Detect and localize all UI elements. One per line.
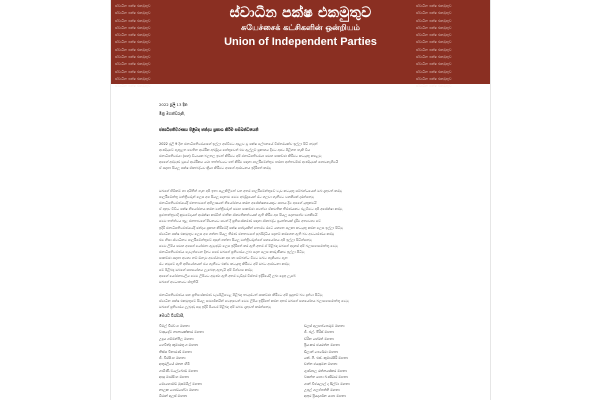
letterhead-title	[222, 4, 379, 54]
paragraph-line: රට හමුවේ ඇති අභියෝගයන් ජය ගැනීමට එක්ව කටයුතු කිරීමට අපි ඔබට ආරාධනා කරමු	[159, 262, 290, 267]
paragraph-line: ප්‍රජාතන්ත්‍රවාදී ක්‍රමවේදයන් ආරක්ෂා කරමින් ජාතික ඒකමතිකත්වයක් ඇති කිරීම අප සියලු දෙනාගේම වගකීමයි	[159, 213, 318, 218]
signatory-name: ඩිලාන් පෙරේරා මහතා	[304, 349, 339, 354]
pattern-tile: ස්වාධීන පක්ෂ එකමුතුව	[115, 11, 151, 16]
pattern-tile: ස්වාධීන පක්ෂ එකමුතුව	[115, 18, 151, 23]
signatory-name: චන්න ජයසුමන මහතා	[304, 362, 338, 367]
pattern-tile: ස්වාධීන පක්ෂ එකමුතුව	[115, 69, 151, 74]
pattern-tile: ස්වාධීන පක්ෂ එකමුතුව	[115, 40, 151, 45]
pattern-tile: ස්වාධීන පක්ෂ එකමුතුව	[416, 4, 452, 8]
signatory-name: මොහොමඩ් මුසම්මිල් මහතා	[159, 381, 202, 386]
paragraph-line: ස්වාධීන පක්ෂ එකමුතුවේ සියලු සාමාජිකයින් වෙනුවෙන් මෙම ලිපිය ඉදිරිපත් කරන අතර ඔබගේ සහයෝගය බලාපොරොත්තු වෙමු	[159, 299, 349, 304]
paragraph-line: මෙම ලිපිය සමඟ අපගේ යෝජනා ඇමුණුම් ලෙස ඉදිරිපත් කර ඇති අතර ඒ පිළිබඳ ඔබගේ අදහස් අපි බලාපොරොත්තු වෙමු	[159, 243, 338, 248]
paragraph-line: ආණ්ඩුවේ ඇතුළත පවතින ආර්ථික අර්බුදය හේතුවෙන් එම ඇල්ලුම් ප්‍රකාශය දීමට අපට පිළිගත හැකි විය	[159, 148, 310, 153]
salutation: මිත්‍ර මහත්වරුනි,	[159, 111, 186, 116]
pattern-tile: ස්වාධීන පක්ෂ එකමුතුව	[416, 11, 452, 16]
letterhead-pattern-left	[115, 4, 185, 89]
paragraph-line: ඉදිරි ජනාධිපතිවරණයේදී ඡන්දය ප්‍රකාශ කිරීමේදී පක්ෂ භේදයකින් තොරව රටේ යහපත සලකා කටයුතු කරන ලෙස ඉල්ලා සිටිමු	[159, 225, 343, 230]
paragraph-line: ඒ අනුව විවිධ පක්ෂ නියෝජනය කරන මන්ත්‍රීවරුන් සමඟ සාකච්ඡා පවත්වා ඒකමතික තීරණයකට එළඹීමට අපි අපේක්ෂා කරමු	[159, 207, 343, 212]
paragraph-1	[159, 141, 449, 171]
paragraph-line: ජනාධිපතිවරයා (සහ) විධායක බලතල ඉවත් කිරීමට අපි ජනාධිපතිවරයා සමඟ සාකච්ඡා කිරීමට කටයුතු කළෙමු	[159, 154, 322, 159]
signatory-name: නාලක ගොඩහේවා මහතා	[159, 388, 199, 393]
signatory-name: උපුල් ගලප්පත්ති මහතා	[304, 388, 340, 393]
paragraph-line: ස්වාධීන පක්ෂ එකමුතුව ලෙස අප ගන්නා සියලු තීරණ ජනතාවගේ සුබසිද්ධිය පදනම් කරගෙන ඇති බව අවධාරණය කරමු	[159, 231, 335, 236]
signatory-name: උදය ගම්මන්පිල මහතා	[159, 336, 194, 341]
signatory-name: කේ. පී. එස්. කුමාරසිරි මහතා	[304, 356, 348, 361]
pattern-tile: ස්වාධීන පක්ෂ එකමුතුව	[416, 62, 452, 67]
pattern-tile: ස්වාධීන පක්ෂ එකමුතුව	[416, 76, 452, 81]
letter-page	[111, 0, 490, 400]
pattern-tile: ස්වාධීන පක්ෂ එකමුතුව	[115, 84, 151, 89]
paragraph-line: ජනාධිපතිවරණය පැවැත්වෙන දිනට පෙර ඔබගේ ප්‍රතිචාරය ලබා දෙන ලෙස කාරුණිකව ඉල්ලා සිටිමු	[159, 249, 305, 254]
signatory-name: ටිරාන් අලස් මහතා	[159, 394, 188, 399]
signatory-name: විමල් වීරවංශ මහතා	[159, 324, 190, 328]
paragraph-line: 2022 ජූලි 9 දින ජනාධිපතිවරයාගේ ඉල්ලා අස්වීමට අදාළව වූ පක්ෂ ලේඛනයේ විස්තරයක්ව ඉල්ලා සිටි නමුත්	[159, 142, 318, 146]
pattern-tile: ස්වාධීන පක්ෂ එකමුතුව	[115, 25, 151, 30]
pattern-tile: ස්වාධීන පක්ෂ එකමුතුව	[416, 40, 452, 45]
letter-closing: මෙයට විශ්වාසී,	[159, 313, 185, 318]
pattern-tile: ස්වාධීන පක්ෂ එකමුතුව	[115, 47, 151, 52]
paragraph-line: පාර්ලිමේන්තු මන්ත්‍රීවරුන් ලෙස අප සියලු දෙනාම මෙම අර්බුදයෙන් රට ගලවා ගැනීමට වගකීමක් දරන්නෙමු	[159, 195, 314, 200]
pattern-tile: ස්වාධීන පක්ෂ එකමුතුව	[115, 55, 151, 60]
paragraph-line: මෙම තත්ත්වය තුළ ජනතාවගේ පීඩනයට සවන් දී ප්‍රතිසංස්කරණ සඳහා ඒකාබද්ධ ප්‍රයත්නයක් දැරීම අත්‍යවශ්‍ය වේ	[159, 219, 321, 224]
signatory-name: ප්‍රියංකර ජයරත්න මහතා	[304, 343, 340, 348]
signatory-name: වසන්ත යාපා බණ්ඩාර මහතා	[304, 375, 348, 380]
letterhead-pattern-right	[416, 4, 486, 89]
pattern-tile: ස්වාධීන පක්ෂ එකමුතුව	[115, 4, 151, 8]
paragraph-line: ජනාධිපතිවරණය සහ ප්‍රතිසංස්කරණ වැඩපිළිවෙළ පිළිබඳ තවදුරටත් සාකච්ඡා කිරීමට අපි සූදානම් බව දන්වා සිටිමු	[159, 293, 323, 297]
letterhead-banner	[111, 0, 490, 89]
paragraph-line: එම නිසා ස්වාධීනව පාර්ලිමේන්තුවේ අසුන් ගන්නා සියලු මන්ත්‍රීවරුන්ගේ සහයෝගය අපි ඉල්ලා සිටින්නෙමු	[159, 237, 312, 242]
signatory-name: ජී. වීරසිංහ මහතා	[159, 356, 186, 361]
pattern-tile: ස්වාධීන පක්ෂ එකමුතුව	[416, 69, 452, 74]
pattern-tile: ස්වාධීන පක්ෂ එකමුතුව	[416, 47, 452, 52]
signatory-name: ගාමිණී වලේබොඩ මහතා	[159, 368, 198, 373]
signatory-name: ආසු මාරසිංහ මහතා	[159, 375, 189, 380]
paragraph-line: ඔබගේ අවධානයට ස්තූතියි	[159, 280, 199, 285]
signatory-name: ගුණපාල රත්නසේකර මහතා	[304, 368, 347, 373]
paragraph-3	[159, 292, 449, 310]
signatory-name: වාසුදේව නානායක්කාර මහතා	[159, 330, 204, 335]
paragraph-line: ඔබගේ ප්‍රතිචාරය ලැබුණු පසු ඉදිරි පියවර පිළිබඳ අපි ඔබව දැනුවත් කරන්නෙමු	[159, 305, 271, 310]
paragraph-line: ජනාධිපතිවරණයේදී ජනතාවගේ අභිලාෂයන් නියෝජනය කරන අපේක්ෂකයෙකුට සහාය දීම අපගේ යුතුකමයි	[159, 201, 317, 206]
paragraph-line: ඒ සඳහා සියලු පක්ෂ ඒකාබද්ධව ක්‍රියා කිරීමට අපගේ ආරාධනය ඉදිරිපත් කරමු	[159, 166, 271, 171]
signatory-name: ජී. එල්. පීරිස් මහතා	[304, 330, 335, 335]
letter-subject: ජනාධිපතිවරණය පිළිබඳ ඡන්දය ප්‍රකාශ කිරීම සම්බන්ධයෙනි	[159, 127, 259, 132]
signatories	[159, 324, 449, 399]
signatory-name: ඩලස් අලහප්පෙරුම මහතා	[304, 324, 345, 328]
title-sinhala: ස්වාධීන පක්ෂ එකමුතුව	[229, 5, 372, 21]
signatory-name: ගෙවින්දු කුමාරතුංග මහතා	[159, 343, 199, 348]
pattern-tile: ස්වාධීන පක්ෂ එකමුතුව	[416, 84, 452, 89]
pattern-tile: ස්වාධීන පක්ෂ එකමුතුව	[115, 76, 151, 81]
paragraph-line: අපගේ අරමුණ වූයේ ආර්ථිකය යථා තත්ත්වයට පත් කිරීම සඳහා පාර්ලිමේන්තුව හරහා අන්තර්වාර ආණ්ඩුවක් ගොඩනැගීමයි	[159, 160, 339, 165]
paragraph-line: සාකච්ඡා සඳහා අවශ්‍ය නම් ඕනෑම අවස්ථාවක අප හා සම්බන්ධ වීමට ඔබට හැකියාව ඇත	[159, 256, 288, 261]
paragraph-line: ඔබගේ හිමිකම් හා අයිතීන් ගැන අපි ඉතා සැලකිලිමත් වන අතර පාර්ලිමේන්තුවේ වැඩ කටයුතු සම්බන්ධයෙන් ඔබ දැනුවත් කරමු	[159, 189, 342, 193]
pattern-tile: ස්වාධීන පක්ෂ එකමුතුව	[416, 55, 452, 60]
paragraph-line: අපගේ යෝජනාවලිය මෙම ලිපියට අමුණා ඇති අතර වැඩිදුර විස්තර ඉදිරියේදී ලබා දෙනු ලැබේ	[159, 274, 296, 279]
signatory-name: අතුරලියේ රතන හිමි	[159, 362, 190, 367]
pattern-tile: ස්වාධීන පක්ෂ එකමුතුව	[115, 33, 151, 38]
letter-date: 2022 ජූලි 13 දින	[159, 102, 188, 107]
title-english: Union of Independent Parties	[224, 36, 377, 48]
paragraph-line: මේ පිළිබඳ ඔබගේ සහයෝගය ලැබෙනු ඇතැයි අපි විශ්වාස කරමු	[159, 268, 253, 273]
signatory-name: ශාන් විජයලාල් ද සිල්වා මහතා	[304, 381, 350, 386]
pattern-tile: ස්වාධීන පක්ෂ එකමුතුව	[416, 18, 452, 23]
signatory-name: චරිත හේරත් මහතා	[304, 336, 334, 341]
pattern-tile: ස්වාධීන පක්ෂ එකමුතුව	[416, 33, 452, 38]
pattern-tile: ස්වාධීන පක්ෂ එකමුතුව	[115, 62, 151, 67]
paragraph-2	[159, 188, 449, 286]
signatory-name: තිස්ස විතාරණ මහතා	[159, 349, 192, 354]
signatory-name: අනුර ප්‍රියදර්ශන යාපා මහතා	[304, 394, 346, 399]
pattern-tile: ස්වාධීන පක්ෂ එකමුතුව	[416, 25, 452, 30]
title-tamil: சுயேச்சைக் கட்சிகளின் ஒன்றியம்	[241, 23, 360, 32]
